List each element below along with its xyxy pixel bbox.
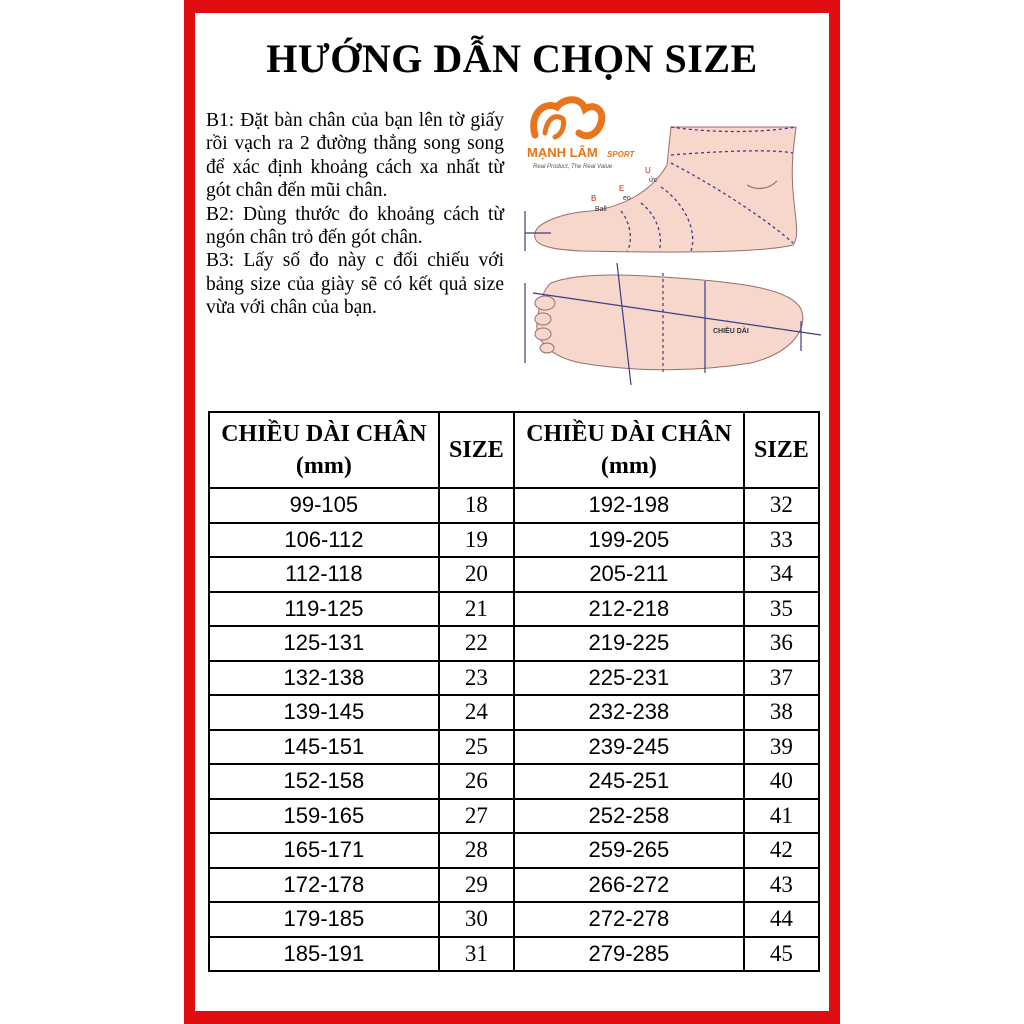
table-row [209, 592, 819, 627]
size-cell: 45 [744, 937, 819, 972]
length-cell: 212-218 [514, 592, 744, 627]
length-cell: 125-131 [209, 626, 439, 661]
table-row [209, 695, 819, 730]
label-e-sub: eo [623, 195, 631, 202]
length-cell: 239-245 [514, 730, 744, 765]
length-cell: 225-231 [514, 661, 744, 696]
size-cell: 27 [439, 799, 514, 834]
label-u-sub: ức [649, 177, 658, 184]
brand-logo [527, 100, 636, 170]
header-size-right: SIZE [744, 412, 819, 488]
step-3: B3: Lấy số đo này c đối chiếu với bảng size của giày sẽ có kết quả size vừa với chân của bạn. [206, 250, 504, 319]
length-cell: 112-118 [209, 557, 439, 592]
table-row [209, 626, 819, 661]
length-cell: 145-151 [209, 730, 439, 765]
table-row [209, 488, 819, 523]
length-cell: 199-205 [514, 523, 744, 558]
length-cell: 152-158 [209, 764, 439, 799]
length-cell: 272-278 [514, 902, 744, 937]
length-cell: 192-198 [514, 488, 744, 523]
size-cell: 29 [439, 868, 514, 903]
header-length-left: CHIỀU DÀI CHÂN (mm) [209, 412, 439, 488]
table-row [209, 730, 819, 765]
length-cell: 266-272 [514, 868, 744, 903]
size-cell: 32 [744, 488, 819, 523]
table-header-row [209, 412, 819, 488]
length-cell: 279-285 [514, 937, 744, 972]
label-b-sub: Ball [595, 206, 607, 213]
size-cell: 22 [439, 626, 514, 661]
label-u: U [645, 166, 651, 175]
foot-measurement-diagram [521, 93, 827, 393]
length-cell: 185-191 [209, 937, 439, 972]
length-cell: 159-165 [209, 799, 439, 834]
logo-tagline: Real Product, The Real Value [533, 164, 613, 170]
length-cell: 259-265 [514, 833, 744, 868]
size-cell: 19 [439, 523, 514, 558]
logo-brand-suffix: SPORT [607, 150, 635, 159]
table-row [209, 937, 819, 972]
size-cell: 24 [439, 695, 514, 730]
size-cell: 25 [439, 730, 514, 765]
size-cell: 40 [744, 764, 819, 799]
size-cell: 26 [439, 764, 514, 799]
table-row [209, 764, 819, 799]
length-cell: 172-178 [209, 868, 439, 903]
step-1: B1: Đặt bàn chân của bạn lên tờ giấy rồi vạch ra 2 đường thẳng song song để xác định khoảng cách xa nhất từ gót chân đến mũi chân. [206, 110, 504, 202]
size-cell: 42 [744, 833, 819, 868]
size-cell: 34 [744, 557, 819, 592]
length-cell: 179-185 [209, 902, 439, 937]
table-row [209, 799, 819, 834]
table-row [209, 661, 819, 696]
size-cell: 21 [439, 592, 514, 627]
size-cell: 44 [744, 902, 819, 937]
size-guide-card [195, 13, 829, 1011]
header-size-left: SIZE [439, 412, 514, 488]
red-frame [184, 0, 840, 1024]
table-row [209, 833, 819, 868]
size-cell: 23 [439, 661, 514, 696]
table-row [209, 557, 819, 592]
step-2: B2: Dùng thước đo khoảng cách từ ngón chân trỏ đến gót chân. [206, 203, 504, 249]
size-cell: 30 [439, 902, 514, 937]
size-cell: 33 [744, 523, 819, 558]
size-cell: 31 [439, 937, 514, 972]
size-cell: 38 [744, 695, 819, 730]
foot-sole-view [525, 263, 821, 385]
header-length-right: CHIỀU DÀI CHÂN (mm) [514, 412, 744, 488]
size-table [208, 411, 820, 972]
size-cell: 43 [744, 868, 819, 903]
table-row [209, 902, 819, 937]
length-cell: 99-105 [209, 488, 439, 523]
size-cell: 28 [439, 833, 514, 868]
size-cell: 35 [744, 592, 819, 627]
table-row [209, 523, 819, 558]
length-cell: 219-225 [514, 626, 744, 661]
label-b: B [591, 194, 597, 203]
size-cell: 18 [439, 488, 514, 523]
label-length: CHIỀU DÀI [713, 328, 749, 335]
length-cell: 139-145 [209, 695, 439, 730]
label-e: E [619, 184, 625, 193]
length-cell: 232-238 [514, 695, 744, 730]
size-cell: 39 [744, 730, 819, 765]
size-cell: 41 [744, 799, 819, 834]
size-cell: 36 [744, 626, 819, 661]
length-cell: 106-112 [209, 523, 439, 558]
length-cell: 119-125 [209, 592, 439, 627]
page-title: HƯỚNG DẪN CHỌN SIZE [266, 36, 758, 81]
size-cell: 37 [744, 661, 819, 696]
length-cell: 165-171 [209, 833, 439, 868]
length-cell: 205-211 [514, 557, 744, 592]
instructions [206, 109, 504, 320]
logo-brand: MẠNH LÂM [527, 145, 598, 160]
length-cell: 132-138 [209, 661, 439, 696]
length-cell: 252-258 [514, 799, 744, 834]
size-cell: 20 [439, 557, 514, 592]
length-cell: 245-251 [514, 764, 744, 799]
table-row [209, 868, 819, 903]
